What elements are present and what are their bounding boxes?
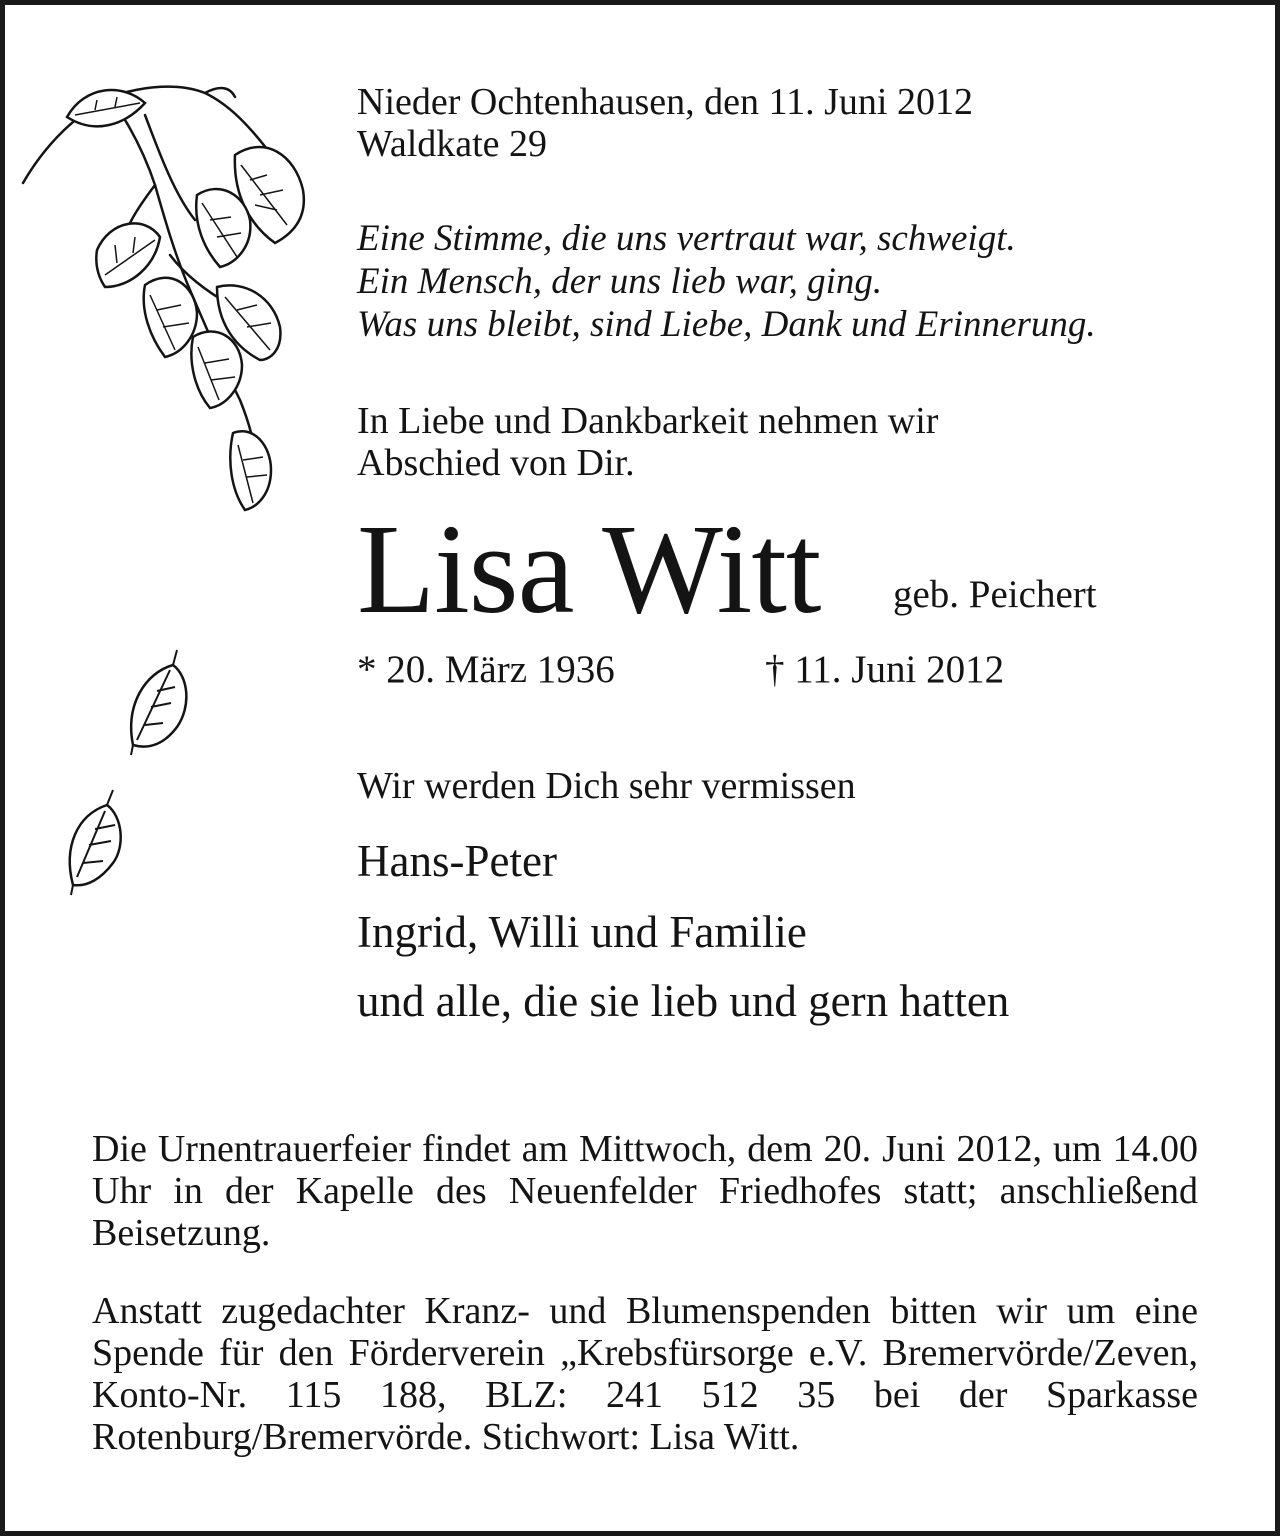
maiden-name: geb. Peichert [893,573,1097,616]
death-date: † 11. Juni 2012 [765,648,1005,691]
farewell-line-1: In Liebe und Dankbarkeit nehmen wir [357,400,939,442]
street-address: Waldkate 29 [357,123,548,165]
mourner-line-3: und alle, die sie lieb und gern hatten [357,976,1010,1026]
deceased-name: Lisa Witt [357,498,821,640]
donation-paragraph: Anstatt zugedachter Kranz- und Blumenspenden bitten wir um eine Spende für den Förderverein „Krebsfürsorge e.V. Bremervörde/Zeven, Konto-Nr. 115 188, BLZ: 241 512 35 bei der Sparkasse Rotenburg/Bremervörde. Stichwort: Lisa Witt. [92,1290,1198,1458]
verse-line-1: Eine Stimme, die uns vertraut war, schweigt. [357,218,1016,259]
farewell-line-2: Abschied von Dir. [357,442,635,484]
falling-leaf-icon [5,5,325,905]
mourner-line-1: Hans-Peter [357,836,557,886]
verse-line-3: Was uns bleibt, sind Liebe, Dank und Erinnerung. [357,304,1096,345]
place-date: Nieder Ochtenhausen, den 11. Juni 2012 [357,81,973,123]
ceremony-paragraph: Die Urnentrauerfeier findet am Mittwoch, dem 20. Juni 2012, um 14.00 Uhr in der Kapelle des Neuenfelder Friedhofes statt; anschließend Beisetzung. [92,1128,1198,1254]
mourner-line-2: Ingrid, Willi und Familie [357,907,807,957]
verse-line-2: Ein Mensch, der uns lieb war, ging. [357,261,883,302]
closing-line: Wir werden Dich sehr vermissen [357,765,856,807]
birth-date: * 20. März 1936 [357,648,615,691]
